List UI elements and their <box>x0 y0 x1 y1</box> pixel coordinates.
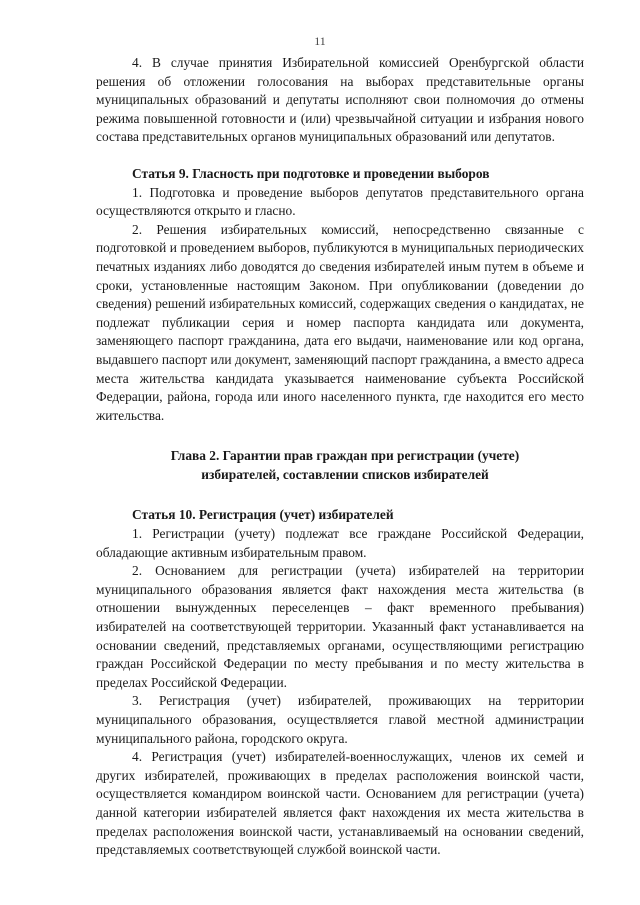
paragraph-art10-item3: 3. Регистрация (учет) избирателей, проживающих на территории муниципального образования, осуществляется главой местной администрации муниципального района, городского округа. <box>96 693 584 746</box>
paragraph-art10-item2: 2. Основанием для регистрации (учета) избирателей на территории муниципального образования является факт нахождения места жительства (в отношении вынужденных переселенцев – факт временного пребывания) избирателей на соответствующей территории. Указанный факт устанавливается на основании сведений, представляемых органами, осуществляющими регистрацию граждан Российской Федерации по месту пребывания и по месту жительства в пределах Российской Федерации. <box>96 563 584 690</box>
paragraph-art10-item1: 1. Регистрации (учету) подлежат все граждане Российской Федерации, обладающие активным избирательным правом. <box>96 526 584 560</box>
article-10-title: Статья 10. Регистрация (учет) избирателей <box>132 507 394 523</box>
article-9-title: Статья 9. Гласность при подготовке и проведении выборов <box>132 165 490 181</box>
paragraph-art10-item4: 4. Регистрация (учет) избирателей-военнослужащих, членов их семей и других избирателей, проживающих в пределах расположения воинской части, осуществляется командиром воинской части. Основанием для регистрации (учета) данной категории избирателей является факт нахождения их места жительства в пределах расположения воинской части, устанавливаемый на основании сведений, представляемых соответствующей службой воинской части. <box>96 749 584 858</box>
spacer <box>96 147 584 165</box>
spacer <box>96 484 584 506</box>
paragraph-art8-item4: 4. В случае принятия Избирательной комиссией Оренбургской области решения об отложении голосования на выборах представительные органы муниципальных образований и депутаты исполняют свои полномочия до отмены режима повышенной готовности и (или) чрезвычайной ситуации и избрания нового состава представительных органов муниципальных образований или депутатов. <box>96 55 584 145</box>
chapter-2-title-line-1: Глава 2. Гарантии прав граждан при регистрации (учете) <box>170 448 520 464</box>
document-body <box>96 54 584 860</box>
page-number: 11 <box>314 34 326 48</box>
paragraph-art9-item1: 1. Подготовка и проведение выборов депутатов представительного органа осуществляются открыто и гласно. <box>96 184 584 219</box>
spacer <box>96 425 584 447</box>
paragraph-art9-item2: 2. Решения избирательных комиссий, непосредственно связанные с подготовкой и проведением выборов, публикуются в муниципальных периодических печатных изданиях либо доводятся до сведения избирателей иным путем в объеме и сроки, установленные настоящим Законом. При опубликовании (доведении до сведения) решений избирательных комиссий, содержащих сведения о кандидатах, не подлежат публикации серия и номер паспорта кандидата или документа, заменяющего паспорт гражданина, дата его выдачи, наименование или код органа, выдавшего паспорт или документ, заменяющий паспорт гражданина, а вместо адреса места жительства кандидата указывается наименование субъекта Российской Федерации, района, города или иного населенного пункта, где находится его место жительства. <box>96 221 584 423</box>
chapter-2-title-line-2: избирателей, составлении списков избирателей <box>201 466 489 482</box>
chapter-2-title <box>96 447 584 484</box>
